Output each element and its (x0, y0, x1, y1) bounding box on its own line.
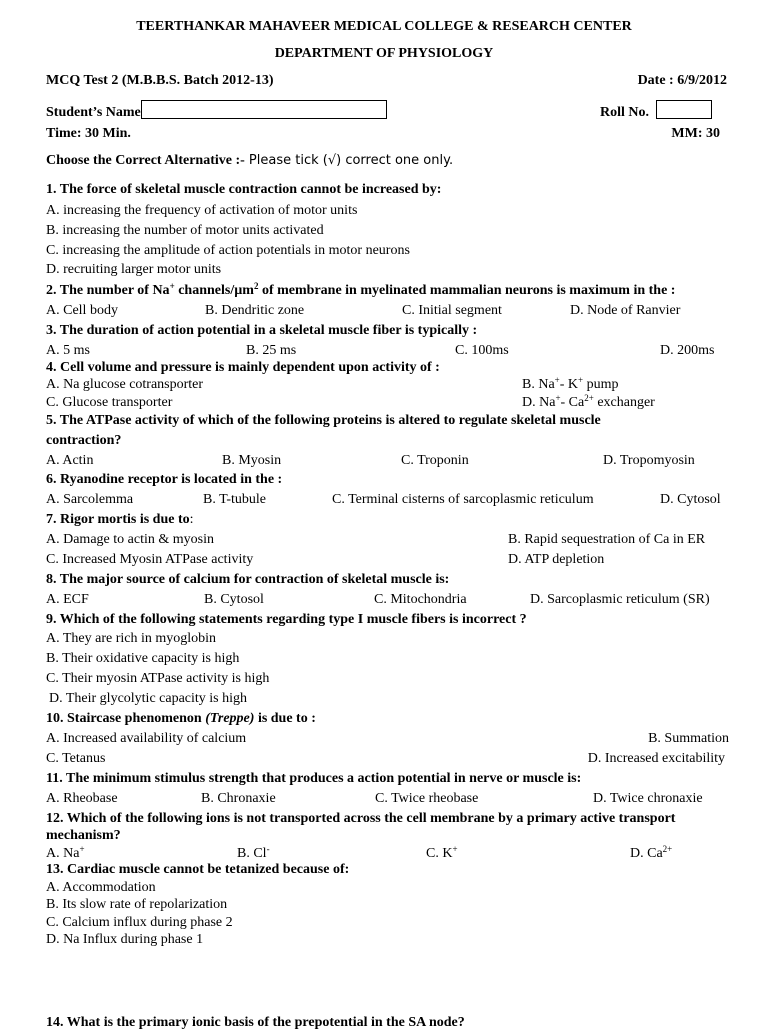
q13-option-c[interactable]: C. Calcium influx during phase 2 (46, 915, 233, 930)
question-7: 7. Rigor mortis is due to: (46, 512, 194, 527)
q11-option-a[interactable]: A. Rheobase (46, 791, 118, 806)
question-12-line-1: 12. Which of the following ions is not transported across the cell membrane by a primary active transport (46, 811, 676, 826)
q4-option-d[interactable]: D. Na+- $Ca^{2+}$ exchanger (522, 393, 655, 410)
q4-option-c[interactable]: C. Glucose transporter (46, 395, 173, 410)
q12-option-b[interactable]: B. Cl- (237, 844, 270, 861)
question-1: 1. The force of skeletal muscle contraction cannot be increased by: (46, 182, 442, 197)
question-5-line-1: 5. The ATPase activity of which of the following proteins is altered to regulate skeletal muscle (46, 413, 601, 428)
student-name-row (46, 100, 387, 120)
question-13: 13. Cardiac muscle cannot be tetanized because of: (46, 862, 350, 877)
department-title: DEPARTMENT OF PHYSIOLOGY (274, 46, 494, 61)
q7-option-b[interactable]: B. Rapid sequestration of Ca in ER (508, 532, 706, 547)
q4-option-b[interactable]: B. Na+- K+ pump (522, 375, 619, 392)
q4-option-a[interactable]: A. Na glucose cotransporter (46, 377, 204, 392)
instructions-text: Please tick (√) correct one only. (244, 153, 454, 168)
max-marks: MM: 30 (671, 126, 720, 141)
q10-option-b[interactable]: B. Summation (648, 731, 729, 746)
q9-option-c[interactable]: C. Their myosin ATPase activity is high (46, 671, 270, 686)
q11-option-b[interactable]: B. Chronaxie (201, 791, 276, 806)
question-8: 8. The major source of calcium for contraction of skeletal muscle is: (46, 572, 450, 587)
q8-option-a[interactable]: A. ECF (46, 592, 89, 607)
q3-option-a[interactable]: A. 5 ms (46, 343, 90, 358)
q5-option-b[interactable]: B. Myosin (222, 453, 282, 468)
question-10: 10. Staircase phenomenon (Treppe) is due to : (46, 711, 316, 726)
question-11: 11. The minimum stimulus strength that produces a action potential in nerve or muscle is: (46, 771, 582, 786)
question-6: 6. Ryanodine receptor is located in the : (46, 472, 283, 487)
q3-option-c[interactable]: C. 100ms (455, 343, 509, 358)
roll-no-label: Roll No. (600, 105, 649, 120)
q6-option-a[interactable]: A. Sarcolemma (46, 492, 134, 507)
q10-option-c[interactable]: C. Tetanus (46, 751, 106, 766)
q7-option-a[interactable]: A. Damage to actin & myosin (46, 532, 214, 547)
q6-option-d[interactable]: D. Cytosol (660, 492, 721, 507)
question-2: 2. The number of Na+ channels/µm$^2$ of membrane in myelinated mammalian neurons is maximum in the : (46, 281, 676, 298)
student-name-label: Student’s Name (46, 105, 141, 120)
college-title: TEERTHANKAR MAHAVEER MEDICAL COLLEGE & RESEARCH CENTER (136, 19, 632, 34)
q1-option-c[interactable]: C. increasing the amplitude of action potentials in motor neurons (46, 243, 410, 258)
q13-option-d[interactable]: D. Na Influx during phase 1 (46, 932, 204, 947)
q9-option-d[interactable]: D. Their glycolytic capacity is high (49, 691, 248, 706)
test-title: MCQ Test 2 (M.B.B.S. Batch 2012-13) (46, 73, 274, 88)
q12-option-d[interactable]: D. $Ca^{2+}$ (630, 844, 673, 861)
q2-option-a[interactable]: A. Cell body (46, 303, 118, 318)
q8-option-b[interactable]: B. Cytosol (204, 592, 264, 607)
q2-option-b[interactable]: B. Dendritic zone (205, 303, 305, 318)
question-5-line-2: contraction? (46, 433, 122, 448)
q5-option-a[interactable]: A. Actin (46, 453, 94, 468)
instructions-lead: Choose the Correct Alternative :- (46, 153, 245, 168)
q1-option-a[interactable]: A. increasing the frequency of activation of motor units (46, 203, 358, 218)
q11-option-c[interactable]: C. Twice rheobase (375, 791, 479, 806)
q6-option-c[interactable]: C. Terminal cisterns of sarcoplasmic reticulum (332, 492, 594, 507)
question-12-line-2: mechanism? (46, 828, 121, 843)
q6-option-b[interactable]: B. T-tubule (203, 492, 267, 507)
question-9: 9. Which of the following statements regarding type I muscle fibers is incorrect ? (46, 612, 527, 627)
time-limit: Time: 30 Min. (46, 126, 131, 141)
q2-option-d[interactable]: D. Node of Ranvier (570, 303, 681, 318)
q12-option-c[interactable]: C. K+ (426, 844, 458, 861)
test-date: Date : 6/9/2012 (637, 73, 727, 88)
q12-option-a[interactable]: A. Na+ (46, 844, 85, 861)
q13-option-b[interactable]: B. Its slow rate of repolarization (46, 897, 228, 912)
q13-option-a[interactable]: A. Accommodation (46, 880, 156, 895)
q11-option-d[interactable]: D. Twice chronaxie (593, 791, 703, 806)
q7-option-d[interactable]: D. ATP depletion (508, 552, 605, 567)
q3-option-d[interactable]: D. 200ms (660, 343, 715, 358)
q1-option-b[interactable]: B. increasing the number of motor units activated (46, 223, 324, 238)
q7-option-c[interactable]: C. Increased Myosin ATPase activity (46, 552, 254, 567)
q9-option-a[interactable]: A. They are rich in myoglobin (46, 631, 217, 646)
student-name-field[interactable] (141, 100, 387, 119)
roll-no-row (600, 100, 712, 120)
q8-option-c[interactable]: C. Mitochondria (374, 592, 467, 607)
question-4: 4. Cell volume and pressure is mainly dependent upon activity of : (46, 360, 440, 375)
q10-option-d[interactable]: D. Increased excitability (587, 751, 725, 766)
roll-no-field[interactable] (656, 100, 712, 119)
q1-option-d[interactable]: D. recruiting larger motor units (46, 262, 222, 277)
question-3: 3. The duration of action potential in a skeletal muscle fiber is typically : (46, 323, 478, 338)
q5-option-c[interactable]: C. Troponin (401, 453, 469, 468)
q9-option-b[interactable]: B. Their oxidative capacity is high (46, 651, 240, 666)
q3-option-b[interactable]: B. 25 ms (246, 343, 297, 358)
q5-option-d[interactable]: D. Tropomyosin (603, 453, 695, 468)
q8-option-d[interactable]: D. Sarcoplasmic reticulum (SR) (530, 592, 710, 607)
q2-option-c[interactable]: C. Initial segment (402, 303, 502, 318)
question-14: 14. What is the primary ionic basis of the prepotential in the SA node? (46, 1015, 465, 1030)
instructions (46, 154, 453, 168)
q10-option-a[interactable]: A. Increased availability of calcium (46, 731, 247, 746)
